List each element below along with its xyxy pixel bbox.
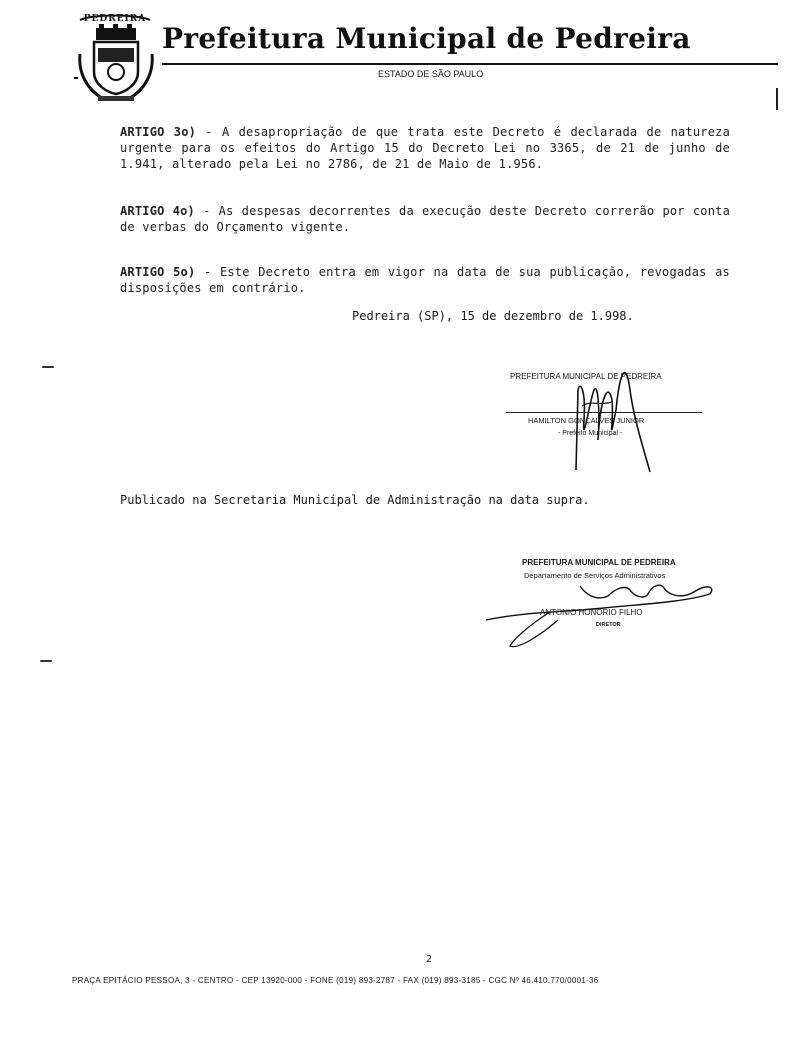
article-4-paragraph — [120, 203, 730, 235]
handwritten-signature-icon — [560, 360, 660, 480]
page-subtitle: ESTADO DE SÃO PAULO — [378, 69, 484, 79]
publication-line: Publicado na Secretaria Municipal de Administração na data supra. — [120, 493, 590, 507]
signature-role: DIRETOR — [596, 622, 621, 628]
crest-label: PEDREIRA — [83, 14, 147, 24]
article-5-label: ARTIGO 5o) — [120, 265, 196, 279]
article-5-paragraph — [120, 264, 730, 296]
page-number: 2 — [426, 954, 433, 965]
margin-mark — [776, 88, 778, 110]
signature-org: PREFEITURA MUNICIPAL DE PEDREIRA — [522, 558, 676, 567]
signature-department: Departamento de Serviços Administrativos — [524, 571, 666, 580]
page-title: Prefeitura Municipal de Pedreira — [162, 22, 691, 55]
article-5-text: - Este Decreto entra em vigor na data de sua publicação, revogadas as disposições em contrário. — [120, 265, 730, 295]
signature-org: PREFEITURA MUNICIPAL DE PEDREIRA — [510, 372, 662, 381]
article-4-label: ARTIGO 4o) — [120, 204, 195, 218]
mayor-signature-block — [500, 360, 720, 480]
header-divider — [162, 63, 778, 65]
crest-shield-icon — [74, 14, 156, 104]
signature-role: - Prefeito Municipal - — [558, 430, 623, 437]
article-4-text: - As despesas decorrentes da execução deste Decreto correrão por conta de verbas do Orçamento vigente. — [120, 204, 730, 234]
hole-punch-mark — [40, 660, 52, 662]
municipal-crest-logo — [74, 14, 156, 104]
page-footer: PRAÇA EPITÁCIO PESSOA, 3 - CENTRO - CEP 13920-000 - FONE (019) 893-2787 - FAX (019) 893-3185 - CGC Nº 46.410.770/0001-36 — [72, 976, 599, 985]
director-signature-block — [484, 552, 724, 662]
article-3-text: - A desapropriação de que trata este Decreto é declarada de natureza urgente para os efeitos do Artigo 15 do Decreto Lei no 3365, de 21 de junho de 1.941, alterado pela Lei no 2786, de 21 de Maio de 1.956. — [120, 125, 730, 171]
article-3-paragraph — [120, 124, 730, 172]
signature-name: ANTONIO HONÓRIO FILHO — [540, 608, 643, 617]
hole-punch-mark — [42, 366, 54, 368]
article-3-label: ARTIGO 3o) — [120, 125, 197, 139]
date-line: Pedreira (SP), 15 de dezembro de 1.998. — [352, 309, 634, 323]
signature-name: HAMILTON GONÇALVES JUNIOR — [528, 416, 645, 425]
